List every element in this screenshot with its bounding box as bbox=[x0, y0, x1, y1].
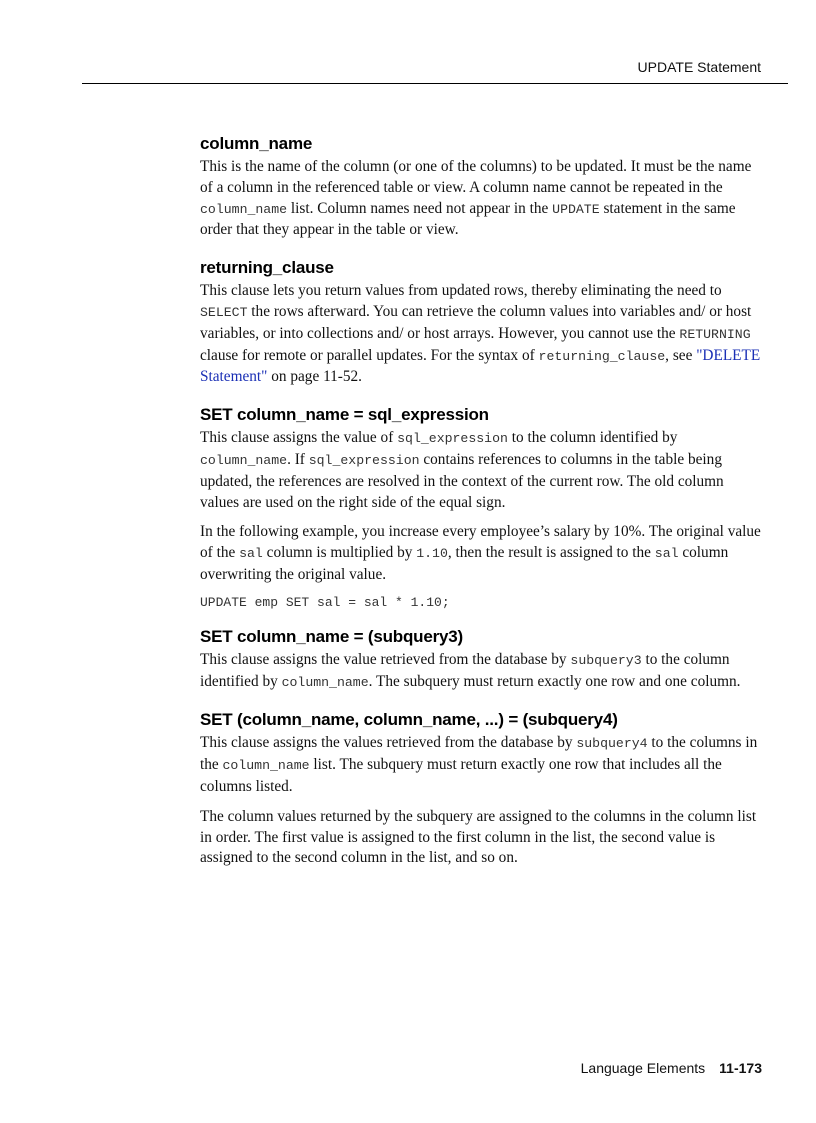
section-heading: SET (column_name, column_name, ...) = (subquery4) bbox=[200, 710, 618, 730]
inline-code: returning_clause bbox=[538, 348, 666, 364]
inline-code: column_name bbox=[281, 674, 369, 690]
section-column-name bbox=[200, 134, 765, 241]
paragraph-text: column overwriting the original value. bbox=[200, 544, 729, 583]
paragraph bbox=[200, 733, 765, 797]
paragraph-text: to the columns in the bbox=[200, 734, 758, 774]
page-body bbox=[200, 134, 765, 886]
paragraph-text: list. The subquery must return exactly one row that includes all the columns listed. bbox=[200, 756, 722, 795]
section-set-subquery3 bbox=[200, 627, 765, 694]
paragraph bbox=[200, 428, 765, 513]
inline-code: subquery3 bbox=[570, 652, 642, 668]
page-footer bbox=[581, 1060, 762, 1076]
paragraph-text: statement in the same order that they appear in the table or view. bbox=[200, 199, 736, 239]
paragraph-text: This clause assigns the values retrieved from the database by bbox=[200, 734, 577, 752]
paragraph-text: . The subquery must return exactly one row and one column. bbox=[368, 672, 741, 690]
paragraph-text: . If bbox=[287, 450, 309, 468]
paragraph bbox=[200, 650, 765, 694]
inline-code: column_name bbox=[200, 201, 288, 217]
paragraph bbox=[200, 522, 765, 585]
paragraph-text: This clause assigns the value of bbox=[200, 429, 398, 447]
section-heading: column_name bbox=[200, 134, 313, 153]
delete-statement-link[interactable]: "DELETE Statement" bbox=[200, 346, 761, 386]
header-divider bbox=[82, 83, 788, 84]
inline-code: column_name bbox=[200, 452, 288, 468]
paragraph bbox=[200, 807, 765, 869]
inline-code: sql_expression bbox=[308, 452, 420, 468]
section-heading: returning_clause bbox=[200, 258, 334, 278]
inline-code: UPDATE bbox=[552, 201, 600, 217]
inline-code: sal bbox=[239, 546, 263, 562]
paragraph-text: on page 11-52. bbox=[267, 368, 363, 386]
paragraph bbox=[200, 157, 765, 241]
paragraph-text: This clause assigns the value retrieved from the database by bbox=[200, 650, 571, 668]
section-returning-clause bbox=[200, 258, 765, 388]
inline-code: 1.10 bbox=[416, 546, 448, 562]
paragraph-text: This clause lets you return values from updated rows, thereby eliminating the need to bbox=[200, 282, 722, 300]
inline-code: SELECT bbox=[200, 304, 248, 320]
inline-code: column_name bbox=[222, 758, 310, 774]
code-example: UPDATE emp SET sal = sal * 1.10; bbox=[200, 594, 450, 610]
section-heading: SET column_name = (subquery3) bbox=[200, 626, 463, 646]
section-heading: SET column_name = sql_expression bbox=[200, 405, 489, 425]
section-set-sql-expression bbox=[200, 405, 765, 610]
inline-code: sql_expression bbox=[397, 431, 508, 447]
paragraph-text: to the column identified by bbox=[200, 650, 730, 690]
footer-chapter-title: Language Elements bbox=[580, 1060, 706, 1076]
paragraph-text: This is the name of the column (or one of the columns) to be updated. It must be the name of a column in the referenced table or view. A column name cannot be repeated in the bbox=[200, 158, 752, 196]
paragraph-text: the rows afterward. You can retrieve the column values into variables and/ or host variables, or into collections and/ or host arrays. However, you cannot use the bbox=[200, 302, 752, 342]
paragraph-text: to the column identified by bbox=[507, 429, 678, 447]
paragraph-text: In the following example, you increase every employee’s salary by 10%. The original value of the bbox=[200, 523, 761, 562]
paragraph-text: , see bbox=[665, 346, 697, 364]
inline-code: sal bbox=[654, 546, 679, 562]
paragraph-text: column is multiplied by bbox=[262, 544, 417, 562]
paragraph-text: clause for remote or parallel updates. For the syntax of bbox=[200, 346, 539, 364]
section-set-subquery4 bbox=[200, 710, 765, 869]
running-head-title: UPDATE Statement bbox=[637, 59, 761, 75]
paragraph-text: , then the result is assigned to the bbox=[447, 544, 655, 562]
paragraph-text: list. Column names need not appear in the bbox=[287, 199, 553, 217]
inline-code: subquery4 bbox=[576, 736, 648, 752]
paragraph bbox=[200, 281, 765, 388]
paragraph-text: The column values returned by the subquery are assigned to the columns in the column list in order. The first value is assigned to the first column in the list, the second value is assigned to the second column in the list, and so on. bbox=[200, 807, 757, 867]
paragraph-text: contains references to columns in the table being updated, the references are resolved in the context of the current row. The old column values are used on the right side of the equal sign. bbox=[200, 450, 724, 511]
page-number: 11-173 bbox=[719, 1060, 762, 1076]
inline-code: RETURNING bbox=[679, 326, 751, 342]
